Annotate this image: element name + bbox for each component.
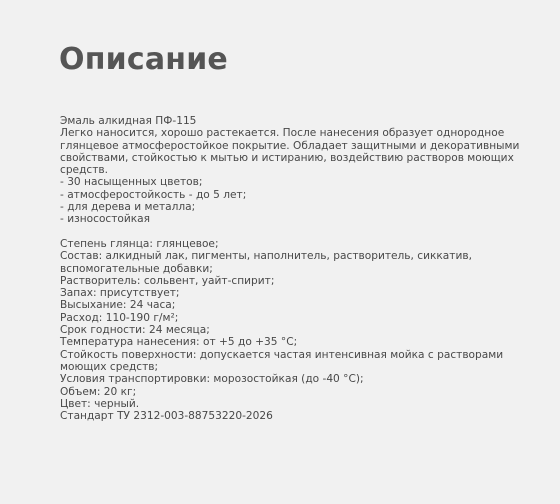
- intro-line: Эмаль алкидная ПФ-115: [60, 115, 197, 127]
- feature-item: - для дерева и металла;: [60, 201, 196, 214]
- spec-line: Стойкость поверхности: допускается частая интенсивная мойка с растворами: [60, 348, 504, 361]
- intro-line: Легко наносится, хорошо растекается. После нанесения образует однородное: [60, 127, 505, 140]
- spec-line: Расход: 110-190 г/м²;: [60, 311, 179, 324]
- spec-line: Цвет: черный.: [60, 397, 140, 410]
- spec-line: Высыхание: 24 часа;: [60, 299, 176, 312]
- intro-line: глянцевое атмосферостойкое покрытие. Обладает защитными и декоративными: [60, 139, 520, 152]
- feature-item: - 30 насыщенных цветов;: [60, 176, 203, 189]
- spec-line: Растворитель: сольвент, уайт-спирит;: [60, 274, 275, 287]
- description-body: [60, 115, 530, 422]
- feature-item: - износостойкая: [60, 213, 151, 226]
- feature-item: - атмосферостойкость - до 5 лет;: [60, 188, 247, 201]
- spec-line: моющих средств;: [60, 360, 159, 373]
- spec-line: Срок годности: 24 месяца;: [60, 324, 210, 337]
- spec-line: Запах: присутствует;: [60, 287, 180, 300]
- spec-line: вспомогательные добавки;: [60, 262, 213, 275]
- spec-line: Температура нанесения: от +5 до +35 °C;: [60, 336, 298, 349]
- spec-line: Стандарт ТУ 2312-003-88753220-2026: [60, 410, 273, 423]
- spec-line: Объем: 20 кг;: [60, 385, 137, 398]
- intro-line: средств.: [60, 164, 108, 177]
- page-title: Описание: [59, 42, 228, 77]
- spec-line: Условия транспортировки: морозостойкая (до -40 °C);: [60, 373, 364, 386]
- intro-line: свойствами, стойкостью к мытью и истиранию, воздействию растворов моющих: [60, 151, 514, 164]
- spec-line: Степень глянца: глянцевое;: [60, 237, 219, 250]
- spec-line: Состав: алкидный лак, пигменты, наполнитель, растворитель, сиккатив,: [60, 250, 472, 263]
- paragraph-gap: [60, 226, 530, 238]
